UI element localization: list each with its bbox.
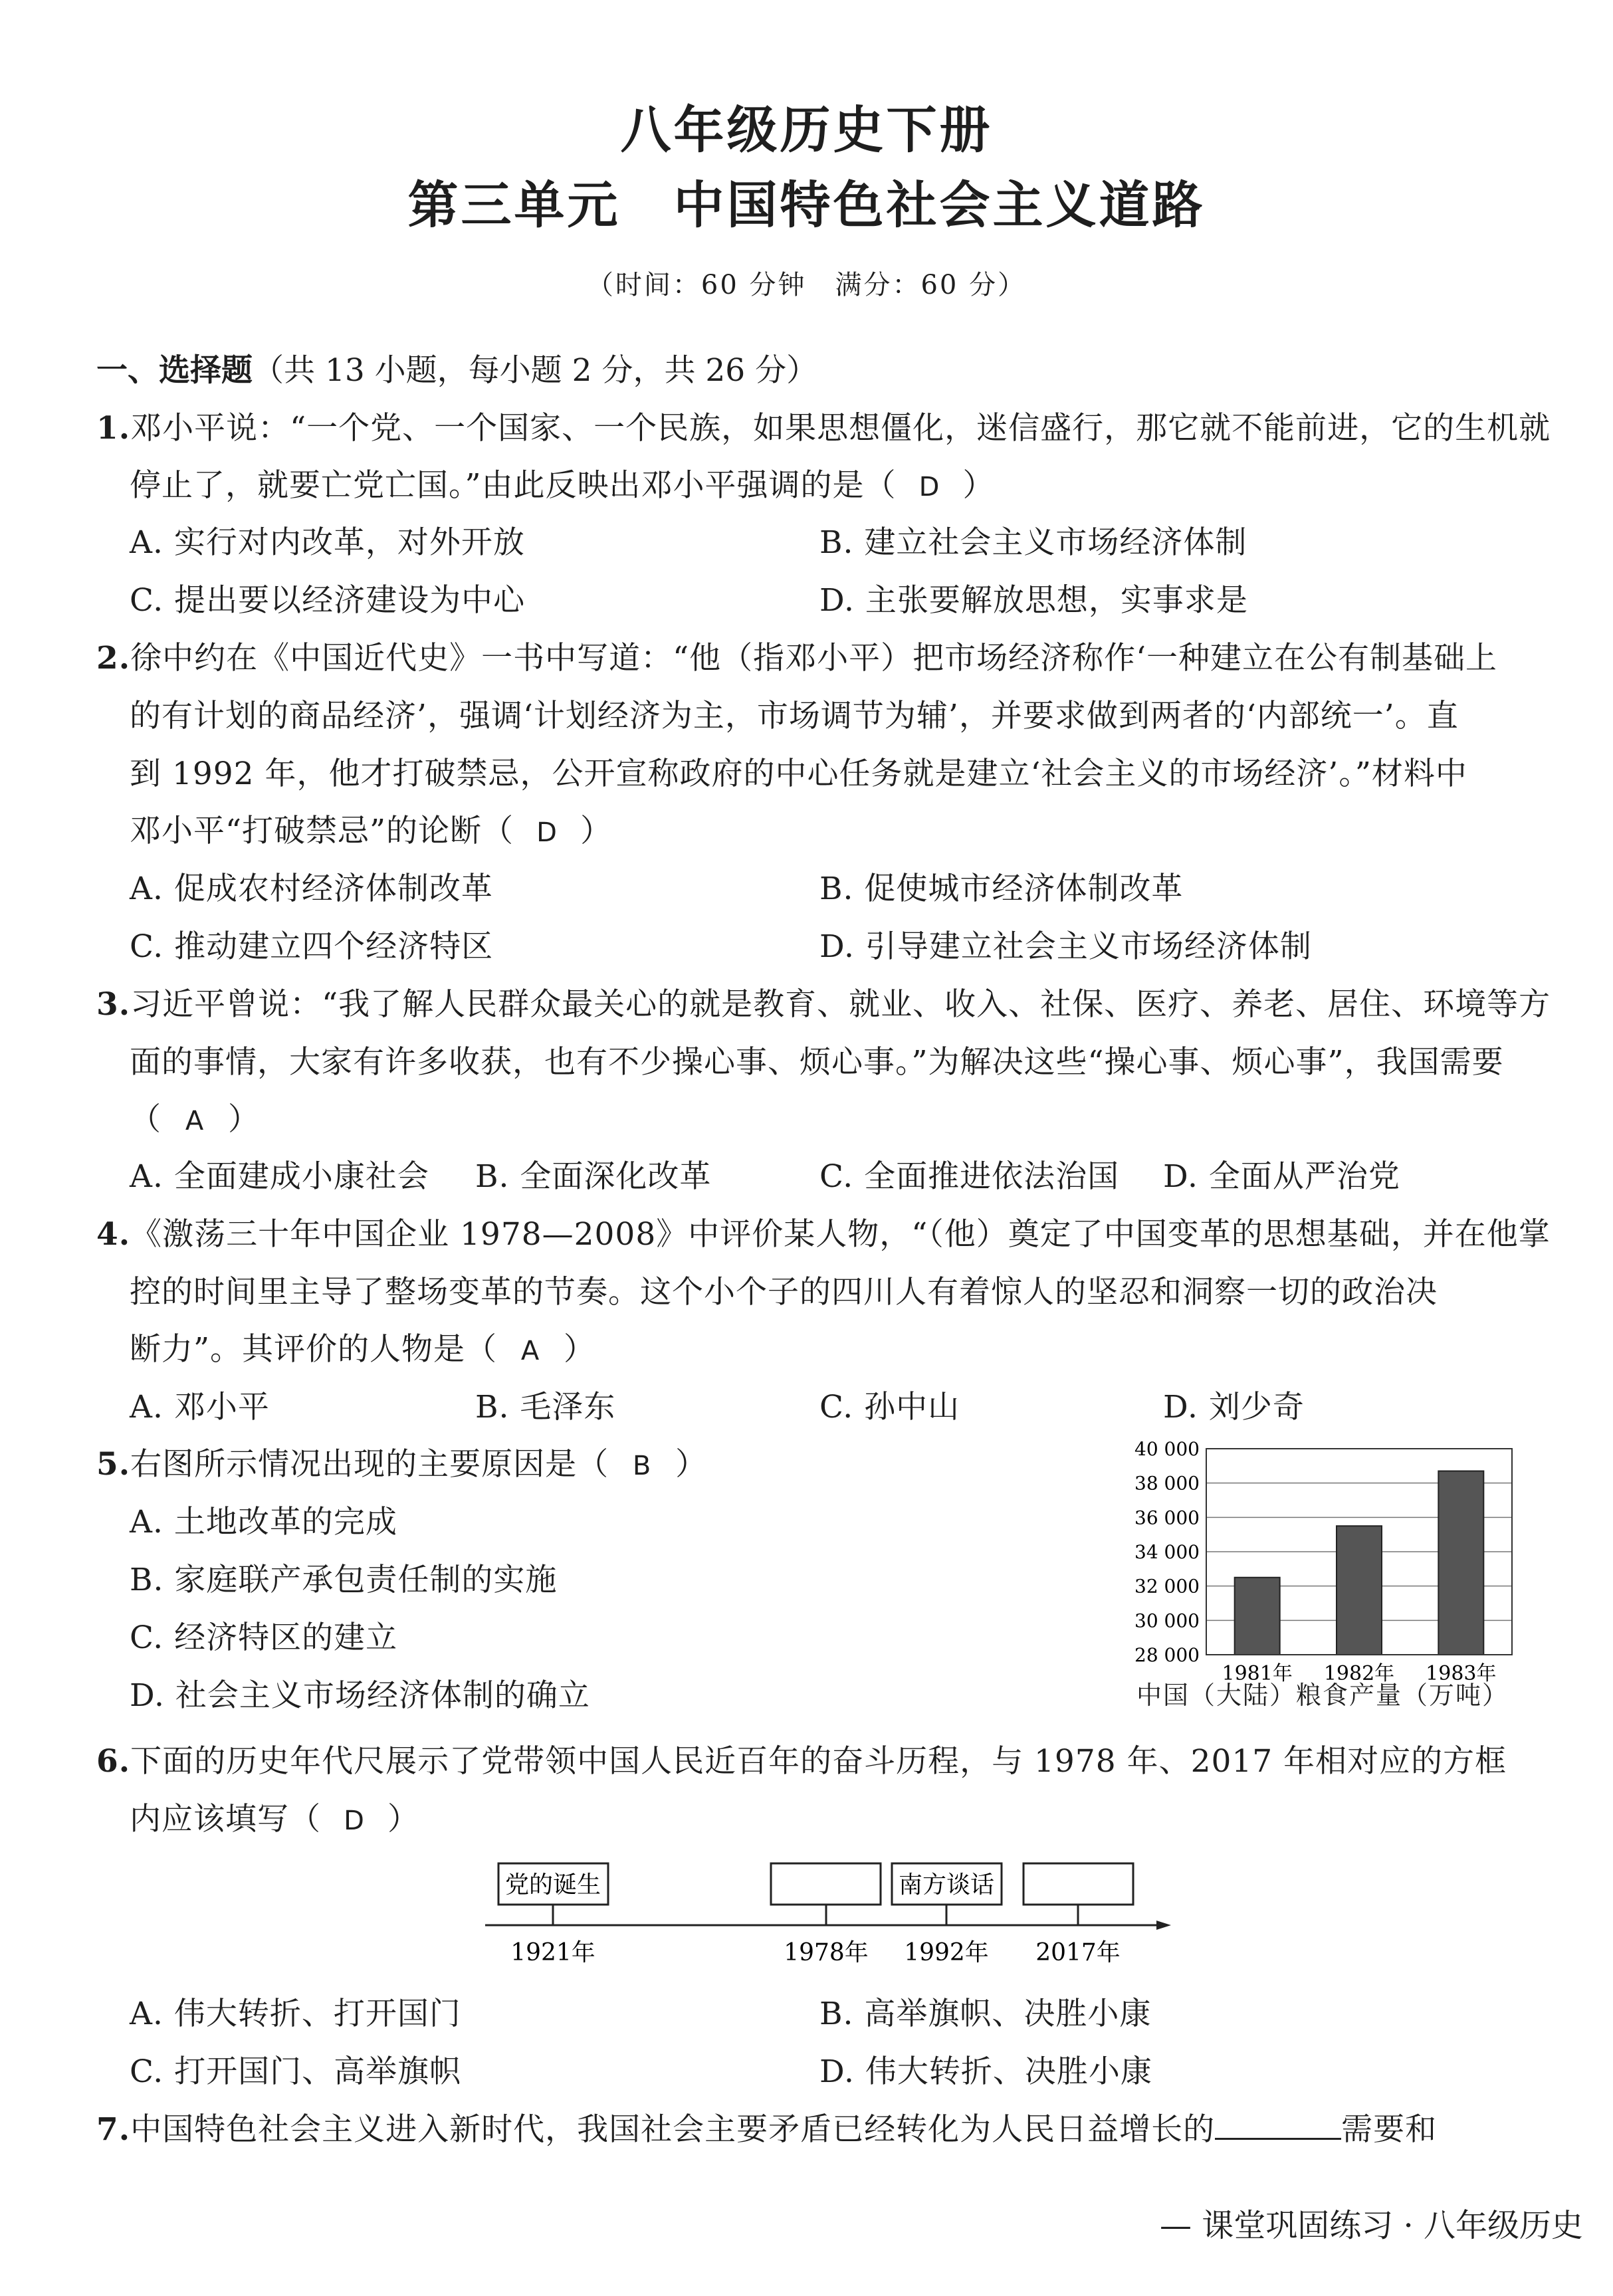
q4-option-d: D. 刘少奇 xyxy=(1163,1389,1305,1425)
chart-bar-1981年 xyxy=(1235,1578,1280,1655)
unit-title: 第三单元 中国特色社会主义道路 xyxy=(407,175,1206,235)
chart-y-tick-label: 30 000 xyxy=(1134,1610,1200,1632)
exam-meta: （时间：60 分钟 满分：60 分） xyxy=(586,270,1027,300)
q3-paren-open: （ xyxy=(130,1101,161,1138)
timeline-box-2017-empty xyxy=(1023,1863,1133,1905)
q3-answer: A xyxy=(185,1106,205,1136)
q3-stem-2: 面的事情，大家有许多收获，也有不少操心事、烦心事。”为解决这些“操心事、烦心事”，我国需要 xyxy=(130,1044,1504,1081)
q5-option-c: C. 经济特区的建立 xyxy=(130,1619,398,1656)
chart-bar-1983年 xyxy=(1438,1471,1483,1655)
q3-option-c: C. 全面推进依法治国 xyxy=(819,1158,1120,1195)
timeline-box-1921-label: 党的诞生 xyxy=(504,1871,601,1899)
q6-option-c: C. 打开国门、高举旗帜 xyxy=(130,2053,462,2090)
q2-stem-4: 邓小平“打破禁忌”的论断（ xyxy=(130,813,514,849)
q4-option-a: A. 邓小平 xyxy=(130,1389,270,1425)
q4-line1 xyxy=(96,1209,1551,1254)
q3-line3 xyxy=(130,1095,260,1139)
q2-option-d: D. 引导建立社会主义市场经济体制 xyxy=(819,928,1312,965)
chart-x-tick-label: 1981年 xyxy=(1222,1662,1293,1685)
q2-option-b: B. 促使城市经济体制改革 xyxy=(819,871,1184,907)
q6-line2 xyxy=(130,1794,419,1839)
q3-stem-1: 习近平曾说：“我了解人民群众最关心的就是教育、就业、收入、社保、医疗、养老、居住、环境等方 xyxy=(130,986,1551,1023)
timeline-box-1992-label: 南方谈话 xyxy=(898,1871,995,1899)
timeline-year-1992: 1992年 xyxy=(904,1939,989,1966)
q7-stem-a: 中国特色社会主义进入新时代，我国社会主要矛盾已经转化为人民日益增长的 xyxy=(130,2111,1216,2148)
q4-option-c: C. 孙中山 xyxy=(819,1389,960,1425)
q3-option-b: B. 全面深化改革 xyxy=(475,1158,712,1195)
page-title: 八年级历史下册 xyxy=(620,100,993,159)
history-timeline xyxy=(465,1847,1183,1974)
q5-option-d: D. 社会主义市场经济体制的确立 xyxy=(130,1677,590,1714)
chart-bars xyxy=(1235,1471,1484,1655)
timeline-box-1978-empty xyxy=(771,1863,881,1905)
grain-output-chart xyxy=(1117,1435,1529,1715)
q6-line1 xyxy=(96,1736,1507,1781)
q1-number: 1. xyxy=(96,410,131,447)
q3-option-d: D. 全面从严治党 xyxy=(1163,1158,1400,1195)
timeline-arrow xyxy=(1156,1921,1171,1930)
q1-paren-close: ） xyxy=(962,467,995,504)
chart-y-tick-label: 34 000 xyxy=(1134,1541,1200,1563)
chart-y-tick-label: 36 000 xyxy=(1134,1507,1200,1529)
chart-x-tick-label: 1983年 xyxy=(1426,1662,1497,1685)
timeline-year-1921: 1921年 xyxy=(510,1939,595,1966)
q6-option-b: B. 高举旗帜、决胜小康 xyxy=(819,1996,1152,2032)
page-footer: — 课堂巩固练习 · 八年级历史 xyxy=(1160,2207,1584,2244)
q4-paren-close: ） xyxy=(564,1331,596,1368)
chart-bar-1982年 xyxy=(1337,1526,1382,1655)
q2-option-c: C. 推动建立四个经济特区 xyxy=(130,928,494,965)
q3-option-a: A. 全面建成小康社会 xyxy=(130,1158,429,1195)
q3-number: 3. xyxy=(96,986,131,1023)
chart-y-ticks xyxy=(1134,1438,1200,1666)
chart-x-tick-label: 1982年 xyxy=(1323,1662,1395,1685)
q2-number: 2. xyxy=(96,640,131,677)
q2-stem-1: 徐中约在《中国近代史》一书中写道：“他（指邓小平）把市场经济称作‘一种建立在公有制基础上 xyxy=(130,640,1498,677)
q2-answer: D xyxy=(536,817,558,848)
q5-option-b: B. 家庭联产承包责任制的实施 xyxy=(130,1562,558,1598)
q7-line1 xyxy=(96,2105,1437,2149)
q4-stem-3: 断力”。其评价的人物是（ xyxy=(130,1331,498,1368)
q4-stem-1: 《激荡三十年中国企业 1978—2008》中评价某人物，“（他）奠定了中国变革的思想基础，并在他掌 xyxy=(130,1216,1551,1253)
q4-stem-2: 控的时间里主导了整场变革的节奏。这个小个子的四川人有着惊人的坚忍和洞察一切的政治决 xyxy=(130,1274,1438,1310)
q4-option-b: B. 毛泽东 xyxy=(475,1389,616,1425)
q1-option-b: B. 建立社会主义市场经济体制 xyxy=(819,524,1247,561)
chart-y-tick-label: 28 000 xyxy=(1134,1644,1200,1666)
section-heading xyxy=(96,346,817,390)
q2-paren-close: ） xyxy=(580,813,613,849)
q1-option-a: A. 实行对内改革，对外开放 xyxy=(130,524,525,561)
q7-blank xyxy=(1215,2111,1341,2140)
q4-answer: A xyxy=(520,1336,540,1366)
q5-paren-close: ） xyxy=(675,1446,708,1483)
q6-stem-2: 内应该填写（ xyxy=(130,1801,321,1837)
q5-answer: B xyxy=(632,1451,652,1481)
q6-number: 6. xyxy=(96,1743,131,1780)
q4-line3 xyxy=(130,1324,595,1369)
q7-stem-b: 需要和 xyxy=(1341,2111,1438,2148)
chart-title: 中国（大陆）粮食产量（万吨） xyxy=(1136,1681,1509,1710)
q3-paren-close: ） xyxy=(228,1101,260,1138)
q1-option-d: D. 主张要解放思想，实事求是 xyxy=(819,582,1248,619)
section-label: 一、选择题 xyxy=(96,352,253,389)
q7-number: 7. xyxy=(96,2111,131,2148)
q1-stem-2: 停止了，就要亡党亡国。”由此反映出邓小平强调的是（ xyxy=(130,467,897,504)
q1-stem-1: 邓小平说：“一个党、一个国家、一个民族，如果思想僵化，迷信盛行，那它就不能前进，它的生机就 xyxy=(130,410,1551,447)
q2-option-a: A. 促成农村经济体制改革 xyxy=(130,871,493,907)
q2-line4 xyxy=(130,806,612,851)
chart-y-tick-label: 38 000 xyxy=(1134,1472,1200,1495)
timeline-year-1978: 1978年 xyxy=(784,1939,869,1966)
q1-line1 xyxy=(96,403,1551,448)
q5-line1 xyxy=(96,1439,707,1484)
q2-line1 xyxy=(96,633,1497,678)
q1-line2 xyxy=(130,461,995,505)
q2-stem-3: 到 1992 年，他才打破禁忌，公开宣称政府的中心任务就是建立‘社会主义的市场经济’。”材料中 xyxy=(130,756,1467,792)
q6-option-d: D. 伟大转折、决胜小康 xyxy=(819,2053,1152,2090)
chart-y-tick-label: 32 000 xyxy=(1134,1575,1200,1598)
timeline-year-2017: 2017年 xyxy=(1035,1939,1121,1966)
section-note: （共 13 小题，每小题 2 分，共 26 分） xyxy=(253,352,818,389)
q2-stem-2: 的有计划的商品经济’，强调‘计划经济为主，市场调节为辅’，并要求做到两者的‘内部统一’。直 xyxy=(130,698,1459,734)
q4-number: 4. xyxy=(96,1216,131,1253)
q3-line1 xyxy=(96,980,1551,1024)
q5-number: 5. xyxy=(96,1446,131,1483)
q6-answer: D xyxy=(344,1806,365,1836)
q6-stem-1: 下面的历史年代尺展示了党带领中国人民近百年的奋斗历程，与 1978 年、2017 年相对应的方框 xyxy=(130,1743,1507,1780)
q1-answer: D xyxy=(918,472,940,502)
chart-y-tick-label: 40 000 xyxy=(1134,1438,1200,1460)
q6-option-a: A. 伟大转折、打开国门 xyxy=(130,1996,461,2032)
q5-stem: 右图所示情况出现的主要原因是（ xyxy=(130,1446,609,1483)
q6-paren-close: ） xyxy=(387,1801,419,1837)
q1-option-c: C. 提出要以经济建设为中心 xyxy=(130,582,526,619)
q5-option-a: A. 土地改革的完成 xyxy=(130,1504,397,1540)
